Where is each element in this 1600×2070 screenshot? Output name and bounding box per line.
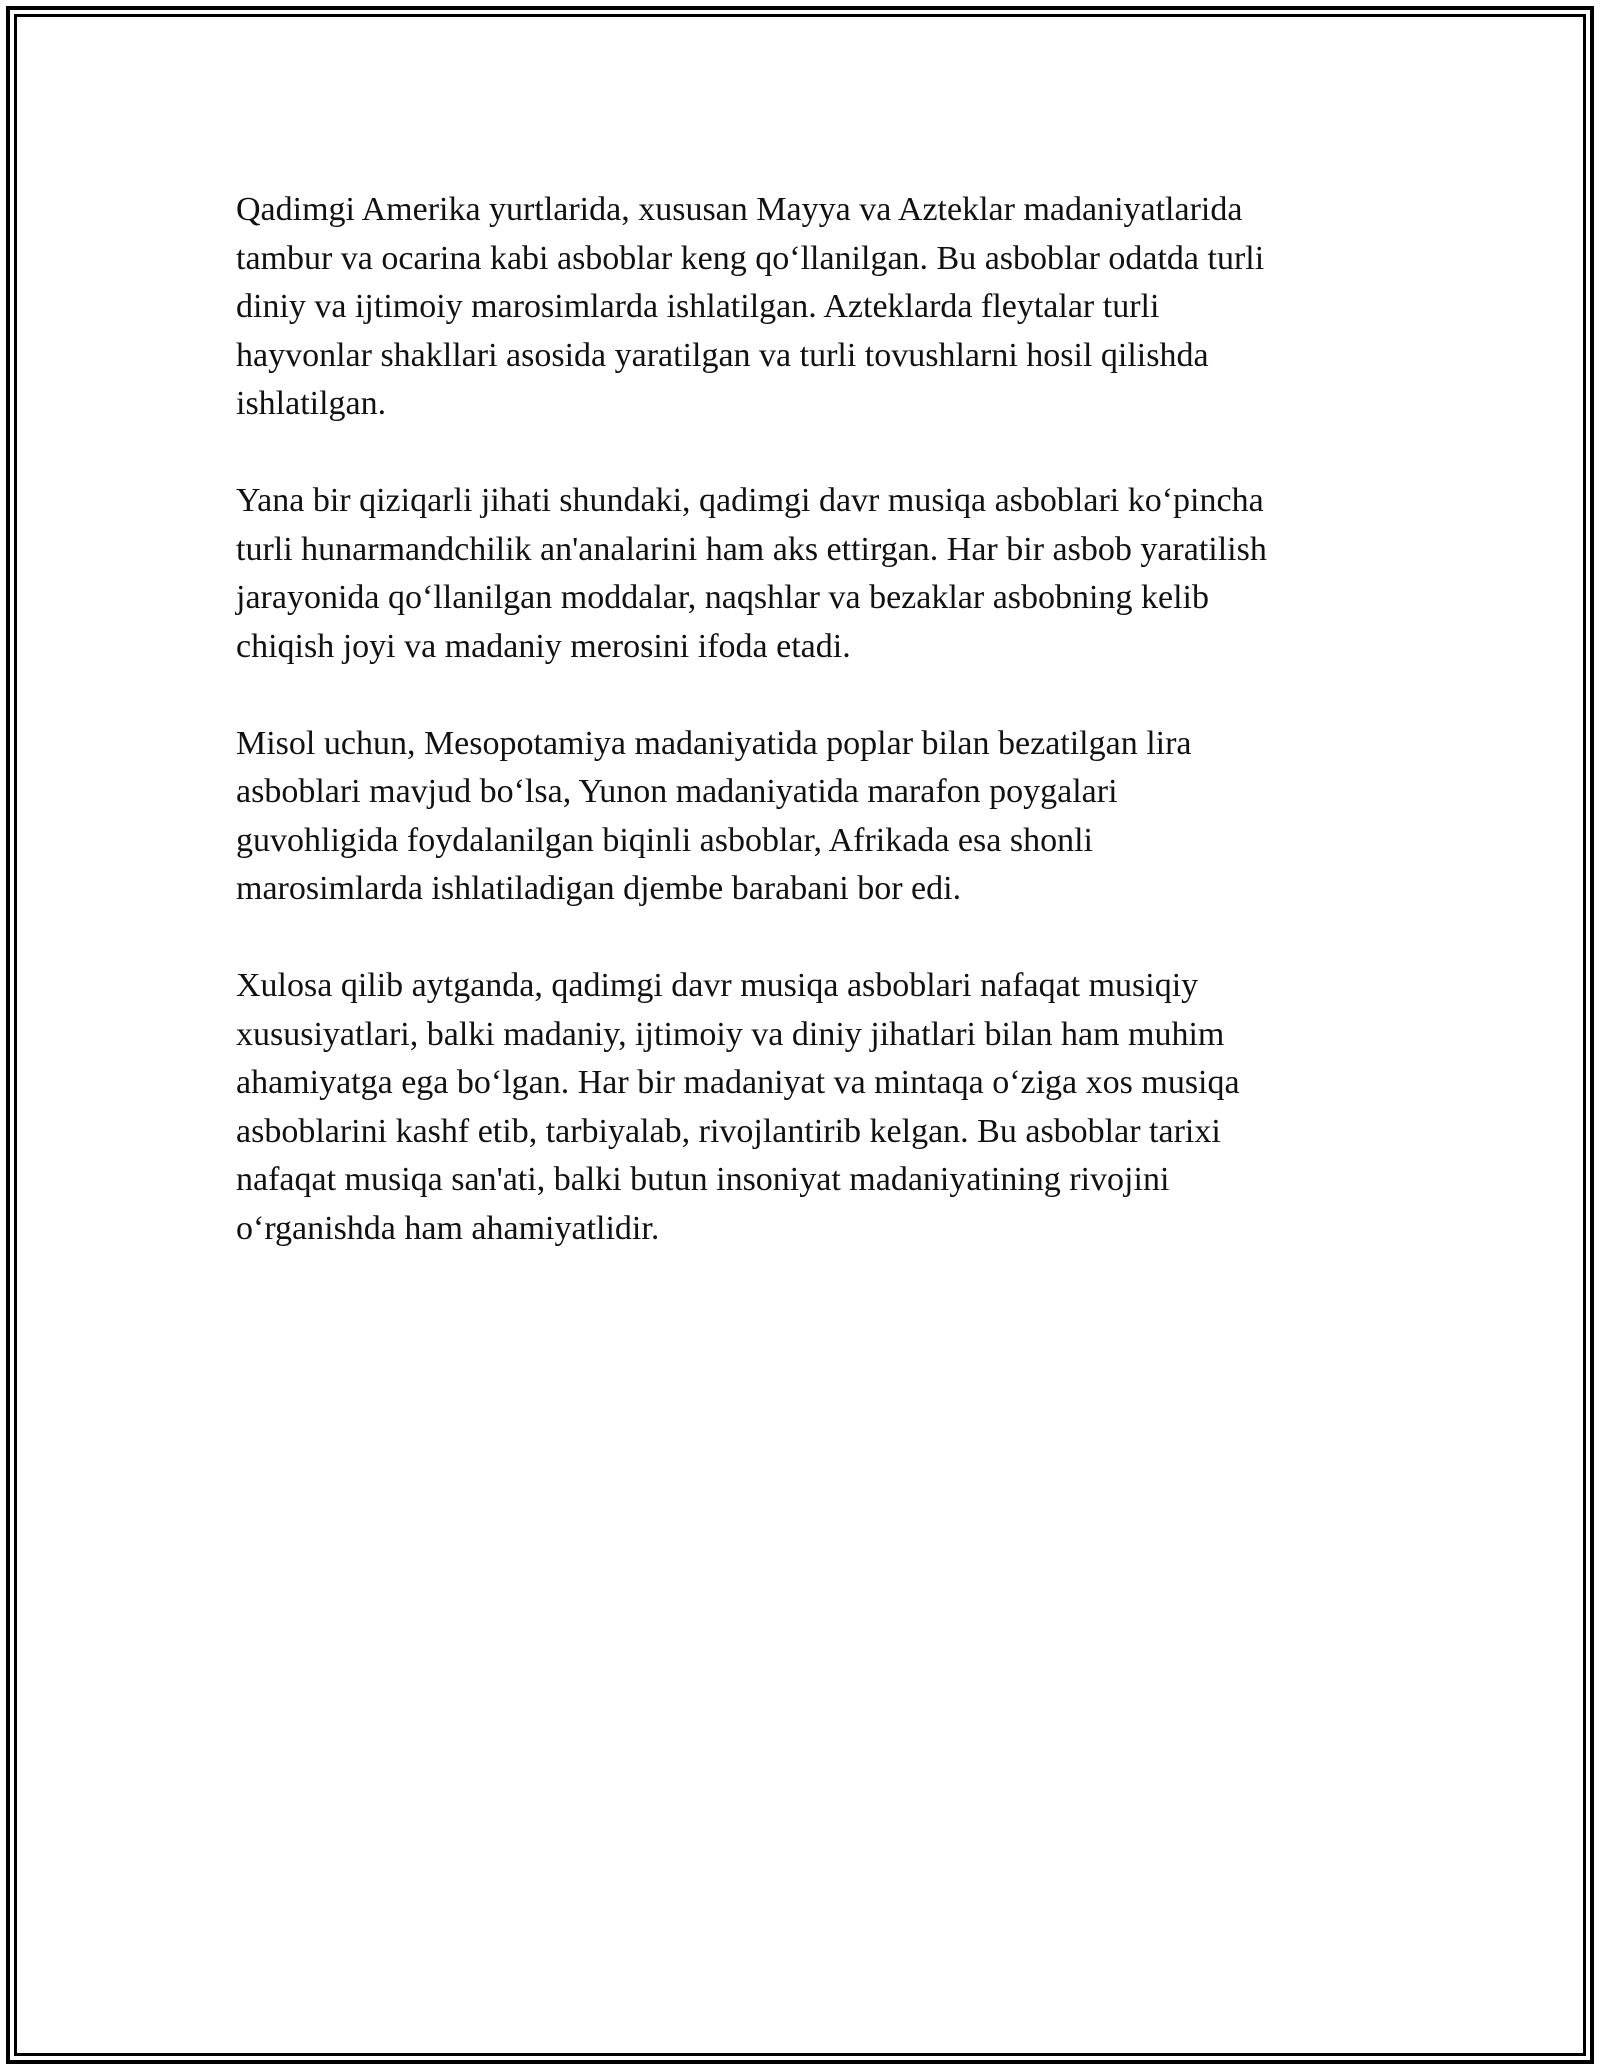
paragraph-1: Qadimgi Amerika yurtlarida, xususan Mayya va Azteklar madaniyatlarida tambur va ocarina kabi asboblar keng qo‘llanilgan. Bu asboblar odatda turli diniy va ijtimoiy marosimlarda ishlatilgan. Azteklarda fleytalar turli hayvonlar shakllari asosida yaratilgan va turli tovushlarni hosil qilishda ishlatilgan. xyxy=(236,191,1265,422)
paragraph-2: Yana bir qiziqarli jihati shundaki, qadimgi davr musiqa asboblari ko‘pincha turli hunarmandchilik an'analarini ham aks ettirgan. Har bir asbob yaratilish jarayonida qo‘llanilgan moddalar, naqshlar va bezaklar asbobning kelib chiqish joyi va madaniy merosini ifoda etadi. xyxy=(236,482,1267,665)
document-body xyxy=(236,186,1376,1302)
paragraph-3: Misol uchun, Mesopotamiya madaniyatida poplar bilan bezatilgan lira asboblari mavjud bo‘lsa, Yunon madaniyatida marafon poygalari guvohligida foydalanilgan biqinli asboblar, Afrikada esa shonli marosimlarda ishlatiladigan djembe barabani bor edi. xyxy=(236,724,1192,907)
paragraph-4: Xulosa qilib aytganda, qadimgi davr musiqa asboblari nafaqat musiqiy xususiyatlari, balki madaniy, ijtimoiy va diniy jihatlari bilan ham muhim ahamiyatga ega bo‘lgan. Har bir madaniyat va mintaqa o‘ziga xos musiqa asboblarini kashf etib, tarbiyalab, rivojlantirib kelgan. Bu asboblar tarixi nafaqat musiqa san'ati, balki butun insoniyat madaniyatining rivojini o‘rganishda ham ahamiyatlidir. xyxy=(236,967,1240,1247)
